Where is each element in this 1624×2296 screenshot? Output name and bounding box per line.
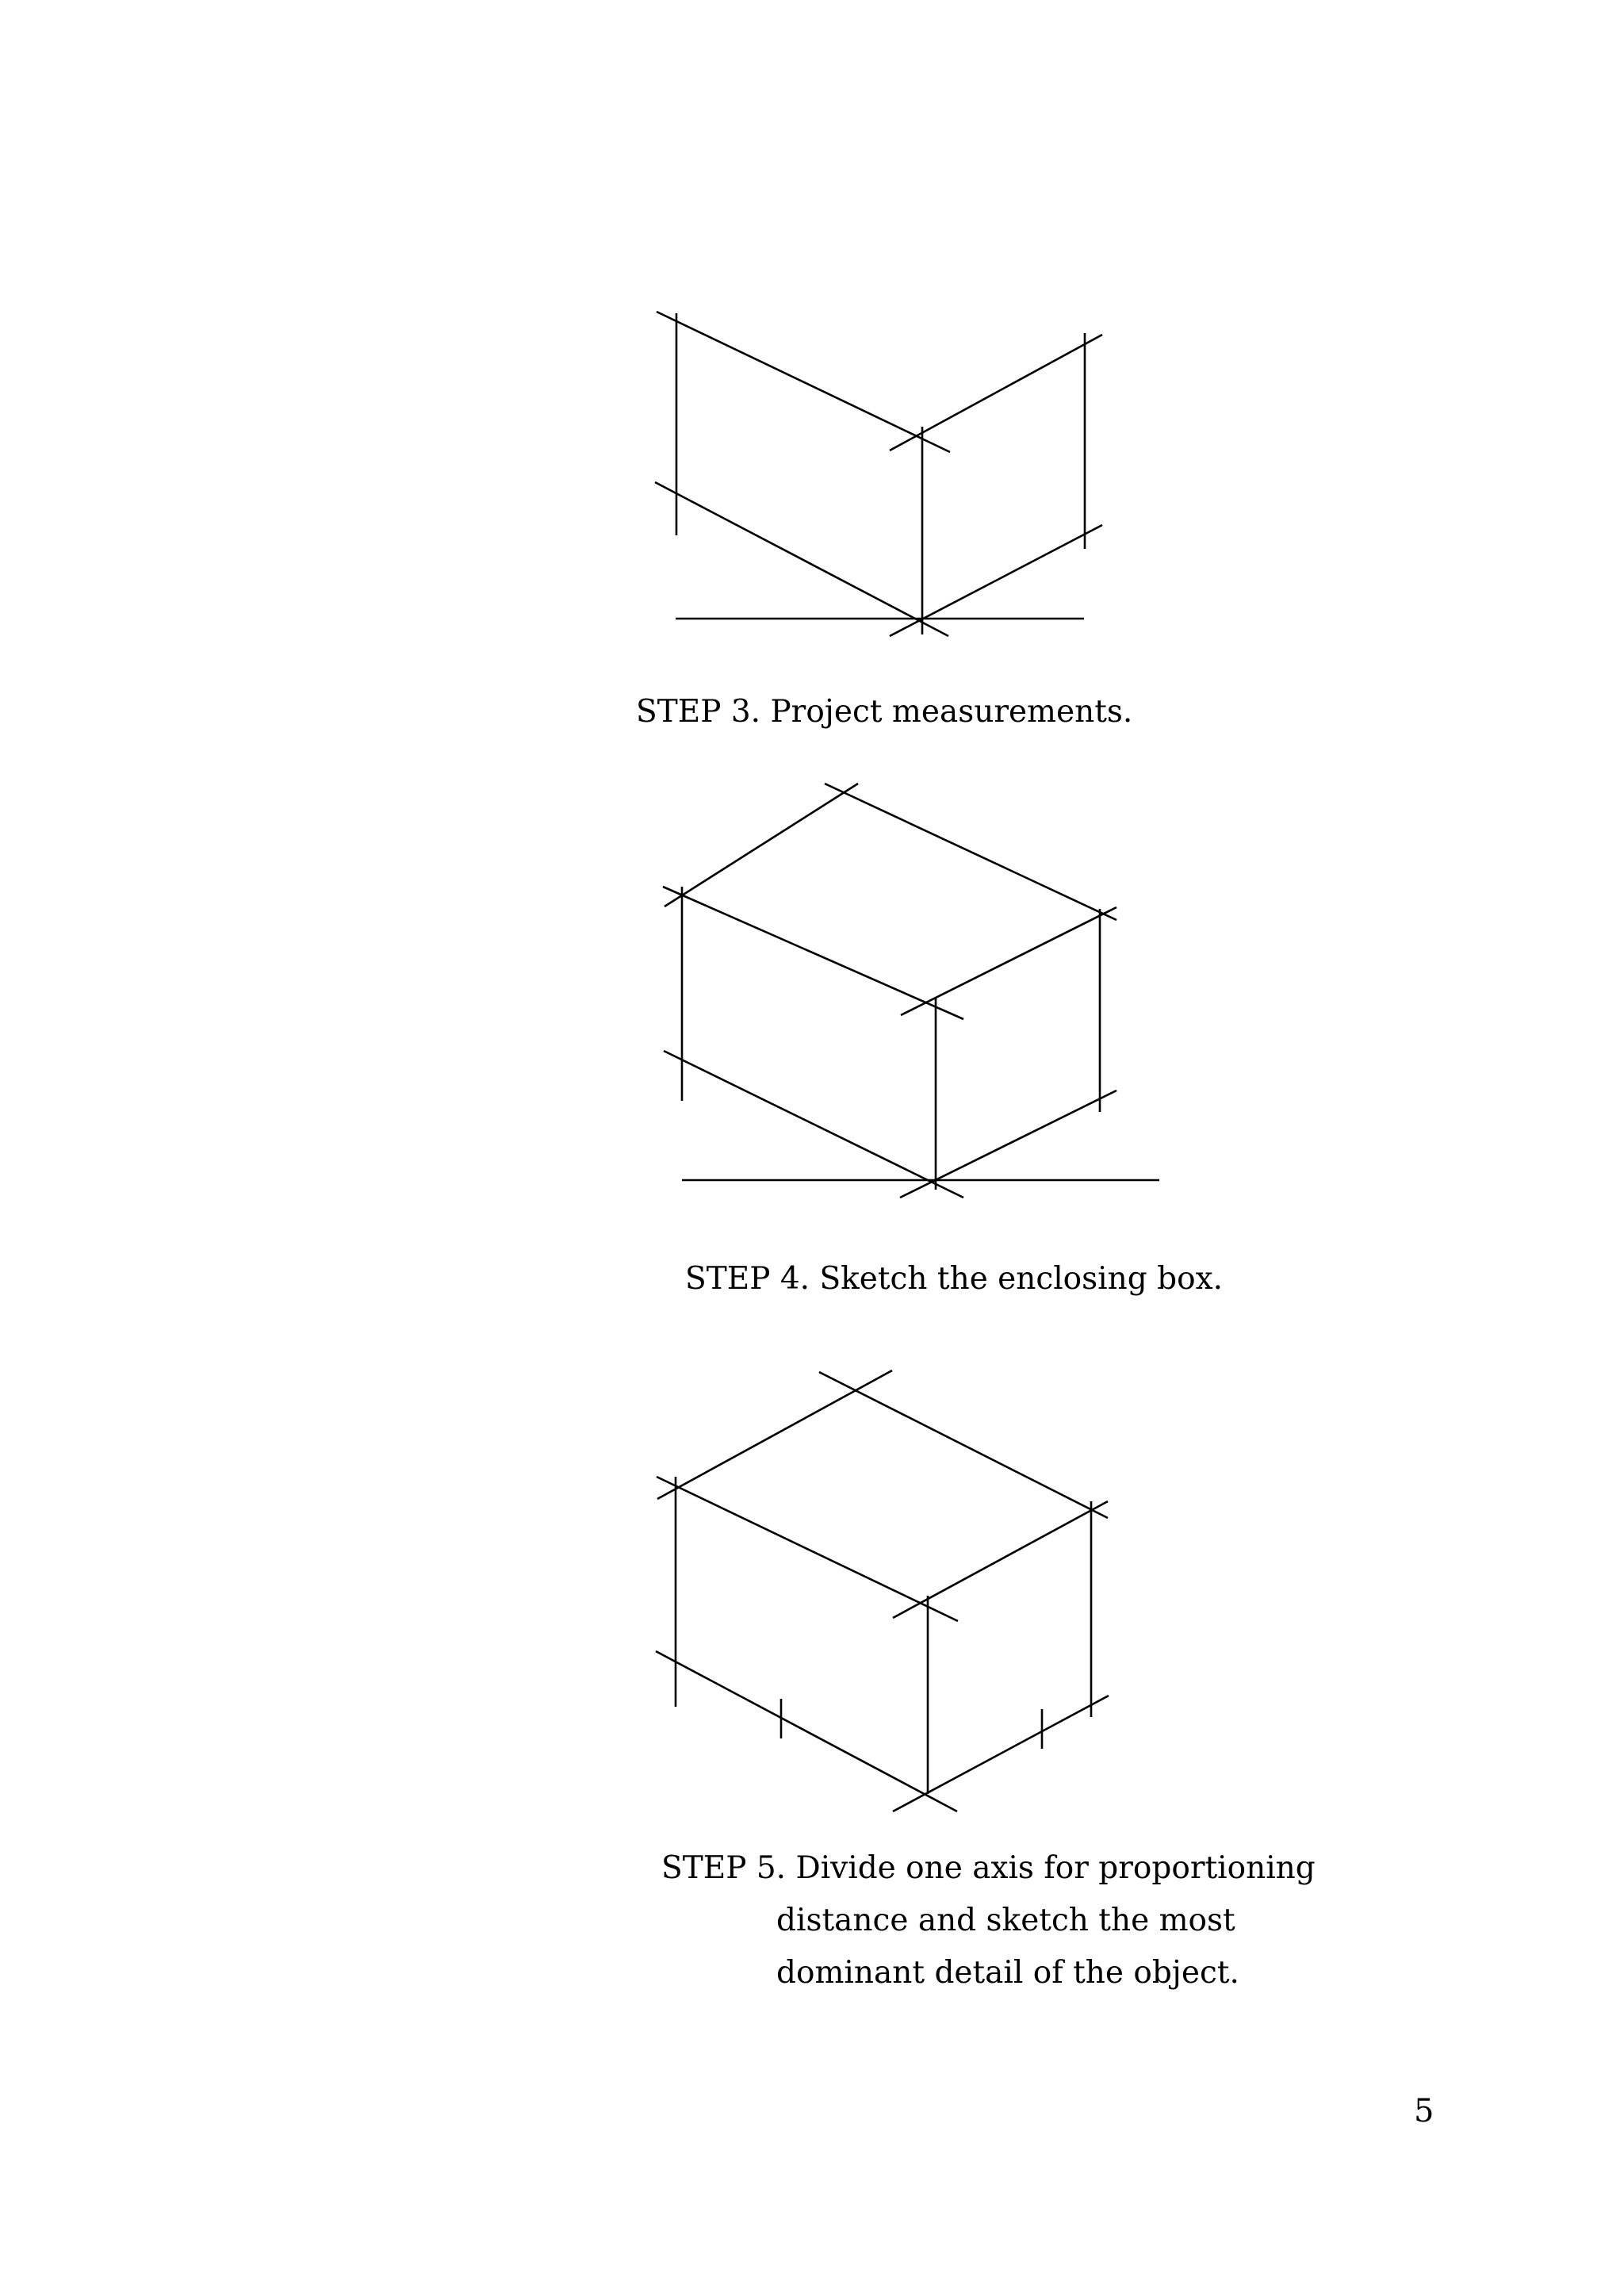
- step5-caption-line-3: dominant detail of the object.: [776, 1955, 1239, 1991]
- step4-caption: STEP 4. Sketch the enclosing box.: [685, 1261, 1223, 1297]
- step5-caption-line-1: STEP 5. Divide one axis for proportioning: [661, 1850, 1316, 1886]
- step3-figure: [655, 312, 1102, 636]
- page-number: 5: [1414, 2093, 1434, 2129]
- step5-caption: [661, 1842, 1316, 1999]
- step3-caption: STEP 3. Project measurements.: [636, 694, 1133, 730]
- step4-figure: [663, 784, 1159, 1198]
- step5-figure: [656, 1370, 1109, 1811]
- step5-caption-line-2: distance and sketch the most: [776, 1903, 1235, 1938]
